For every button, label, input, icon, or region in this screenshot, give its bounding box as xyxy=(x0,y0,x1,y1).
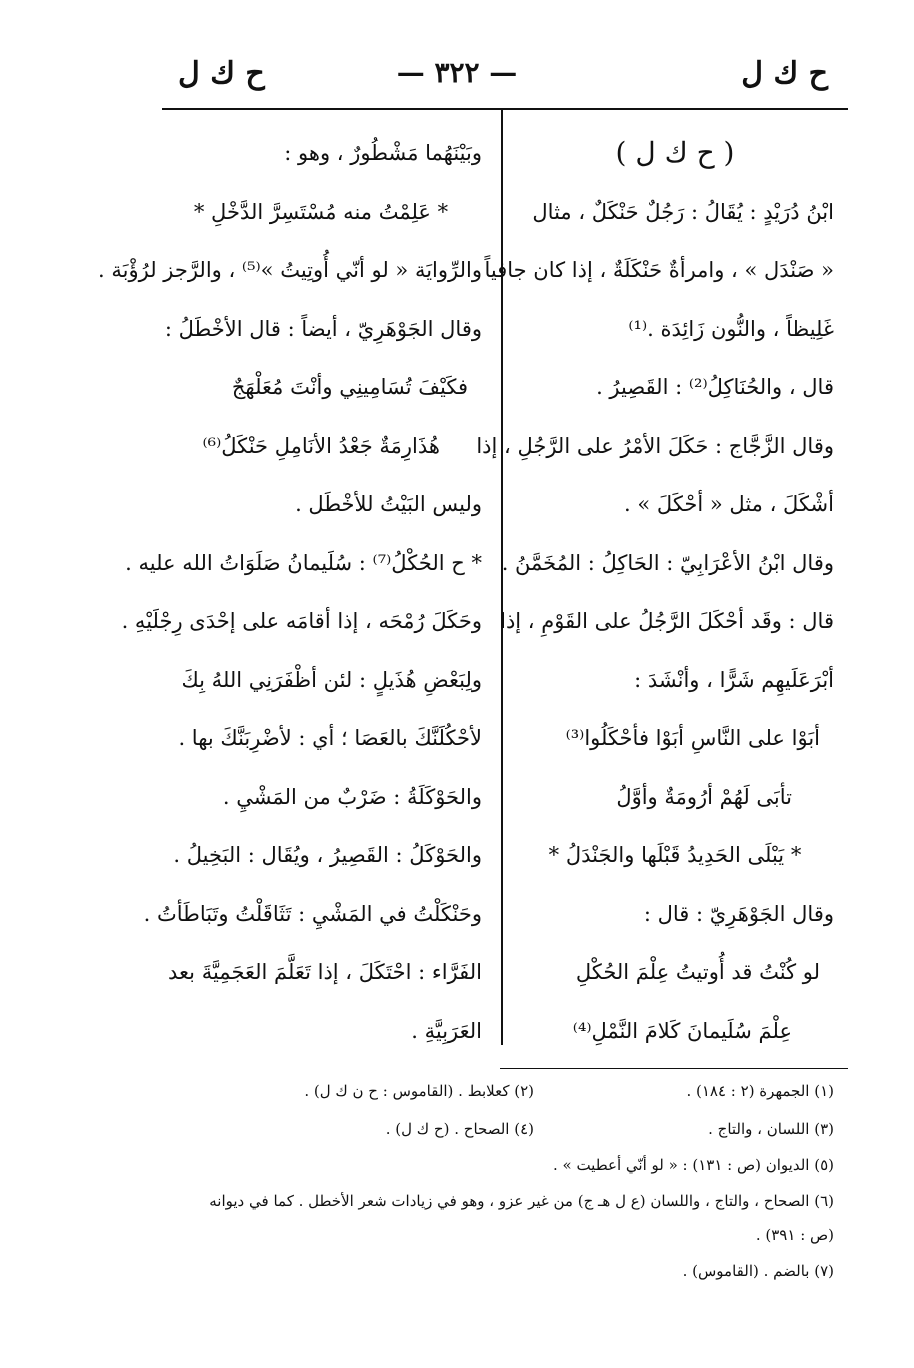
footnote-6: (٦) الصحاح ، والتاج ، واللسان (ع ل هـ ج) من غير عزو ، وهو في زيادات شعر الأخطل . كما في ديوانه xyxy=(209,1192,834,1210)
text-line: والرِّوايَة « لو أنّي أُوتِيتُ »⁽⁵⁾ ، والرَّجز لرُؤْبَة . xyxy=(98,258,482,282)
text-line: غَلِيظاً ، والنُّون زَائِدَة .⁽¹⁾ xyxy=(628,316,834,341)
footnote-2: (٢) كعلابط . (القاموس : ح ن ك ل) . xyxy=(304,1082,534,1100)
text-line: * ح الحُكْلُ⁽⁷⁾ : سُلَيمانُ صَلَوَاتُ الله عليه . xyxy=(125,550,482,575)
header-rule xyxy=(162,108,848,110)
footnote-7: (٧) بالضم . (القاموس) . xyxy=(682,1262,834,1280)
verse-line: أبَوْا على النَّاسِ أبَوْا فأحْكَلُوا⁽³⁾ xyxy=(565,726,820,750)
page-number: — ٣٢٢ — xyxy=(396,56,518,89)
text-line: وحَنْكَلْتُ في المَشْيِ : تَثَاقَلْتُ وتَبَاطَأتُ . xyxy=(143,901,482,926)
entry-heading: ( ح ك ل ) xyxy=(615,136,735,169)
left-column xyxy=(98,124,482,1060)
text-line: ولِبَعْضِ هُذَيلٍ : لئن أظْفَرَنِي اللهُ بِكَ xyxy=(181,667,482,692)
verse-line: تأبَى لَهُمْ أرُومَةٌ وأوَّلُ xyxy=(616,784,792,809)
text-line: وقال ابْنُ الأعْرَابِيّ : الحَاكِلُ : المُخَمَّنُ . xyxy=(501,550,834,575)
header-entry-right: ح ك ل xyxy=(741,56,828,91)
footnote-rule xyxy=(500,1068,848,1069)
footnote-1: (١) الجمهرة (٢ : ١٨٤) . xyxy=(686,1082,834,1100)
text-line: أبْرَعَلَيهِم شَرًّا ، وأنْشَدَ : xyxy=(634,667,834,692)
text-line: أشْكَلَ ، مثل « أحْكَلَ » . xyxy=(624,492,834,516)
text-line: وليس البَيْتُ للأخْطَل . xyxy=(295,492,482,516)
right-column xyxy=(476,124,834,1060)
verse-line: فكَيْفَ تُسَامِينِي وأنْتَ مُعَلْهَجٌ xyxy=(231,375,468,399)
verse-line: * عَلِمْتُ منه مُسْتَسِرَّ الدَّخْلِ * xyxy=(193,199,449,224)
text-line: والحَوْكَلُ : القَصِيرُ ، ويُقَال : البَخِيلُ . xyxy=(173,843,482,867)
footnote-4: (٤) الصحاح . (ح ك ل) . xyxy=(385,1120,534,1138)
text-line: وقال الزَّجَّاج : حَكَلَ الأمْرُ على الرَّجُلِ ، إذا xyxy=(476,433,834,458)
footnote-5: (٥) الديوان (ص : ١٣١) : « لو أنّي أعطيت » . xyxy=(552,1156,834,1174)
footnote-3: (٣) اللسان ، والتاج . xyxy=(708,1120,834,1138)
text-line: وحَكَلَ رُمْحَه ، إذا أقامَه على إحْدَى رِجْلَيْهِ . xyxy=(121,609,482,633)
header-entry-left: ح ك ل xyxy=(178,56,265,91)
verse-line: * يَبْلَى الحَدِيدُ قَبْلَها والجَنْدَلُ * xyxy=(548,843,802,867)
text-line: وقال الجَوْهَرِيّ ، أيضاً : قال الأخْطَلُ : xyxy=(164,316,482,341)
text-line: العَرَبِيَّةِ . xyxy=(411,1018,482,1043)
verse-line: عِلْمَ سُلَيمانَ كَلامَ النَّمْلِ⁽⁴⁾ xyxy=(572,1018,792,1043)
footnote-6-continued: (ص : ٣٩١) . xyxy=(755,1226,834,1244)
text-line: والحَوْكَلَةُ : ضَرْبٌ من المَشْيِ . xyxy=(222,784,482,809)
text-line: الفَرَّاء : احْتَكَلَ ، إذا تَعَلَّمَ العَجَمِيَّةَ بعد xyxy=(168,960,482,984)
text-line: ابْنُ دُرَيْدٍ : يُقَالُ : رَجُلٌ حَنْكَلٌ ، مثال xyxy=(532,199,834,224)
text-line: وقال الجَوْهَرِيّ : قال : xyxy=(643,901,834,926)
text-line: « صَنْدَل » ، وامرأةٌ حَنْكَلَةٌ ، إذا كان جافياً xyxy=(484,258,834,282)
text-line: لأحْكُلَنَّكَ بالعَصَا ؛ أي : لأضْرِبَنَّكَ بها . xyxy=(178,726,482,750)
text-line: قال ، والحُنَاكِلُ⁽²⁾ : القَصِيرُ . xyxy=(596,375,834,399)
text-line: قال : وقَد أحْكَلَ الرَّجُلُ على القَوْمِ ، إذا xyxy=(500,609,834,633)
text-line: وبَيْنَهُما مَشْطُورٌ ، وهو : xyxy=(284,141,482,165)
verse-line: لو كُنْتُ قد أُوتيتُ عِلْمَ الحُكْلِ xyxy=(575,960,820,984)
verse-line: هُذَارِمَةٌ جَعْدُ الأنَامِلِ حَنْكَلُ⁽⁶⁾ xyxy=(202,433,440,458)
